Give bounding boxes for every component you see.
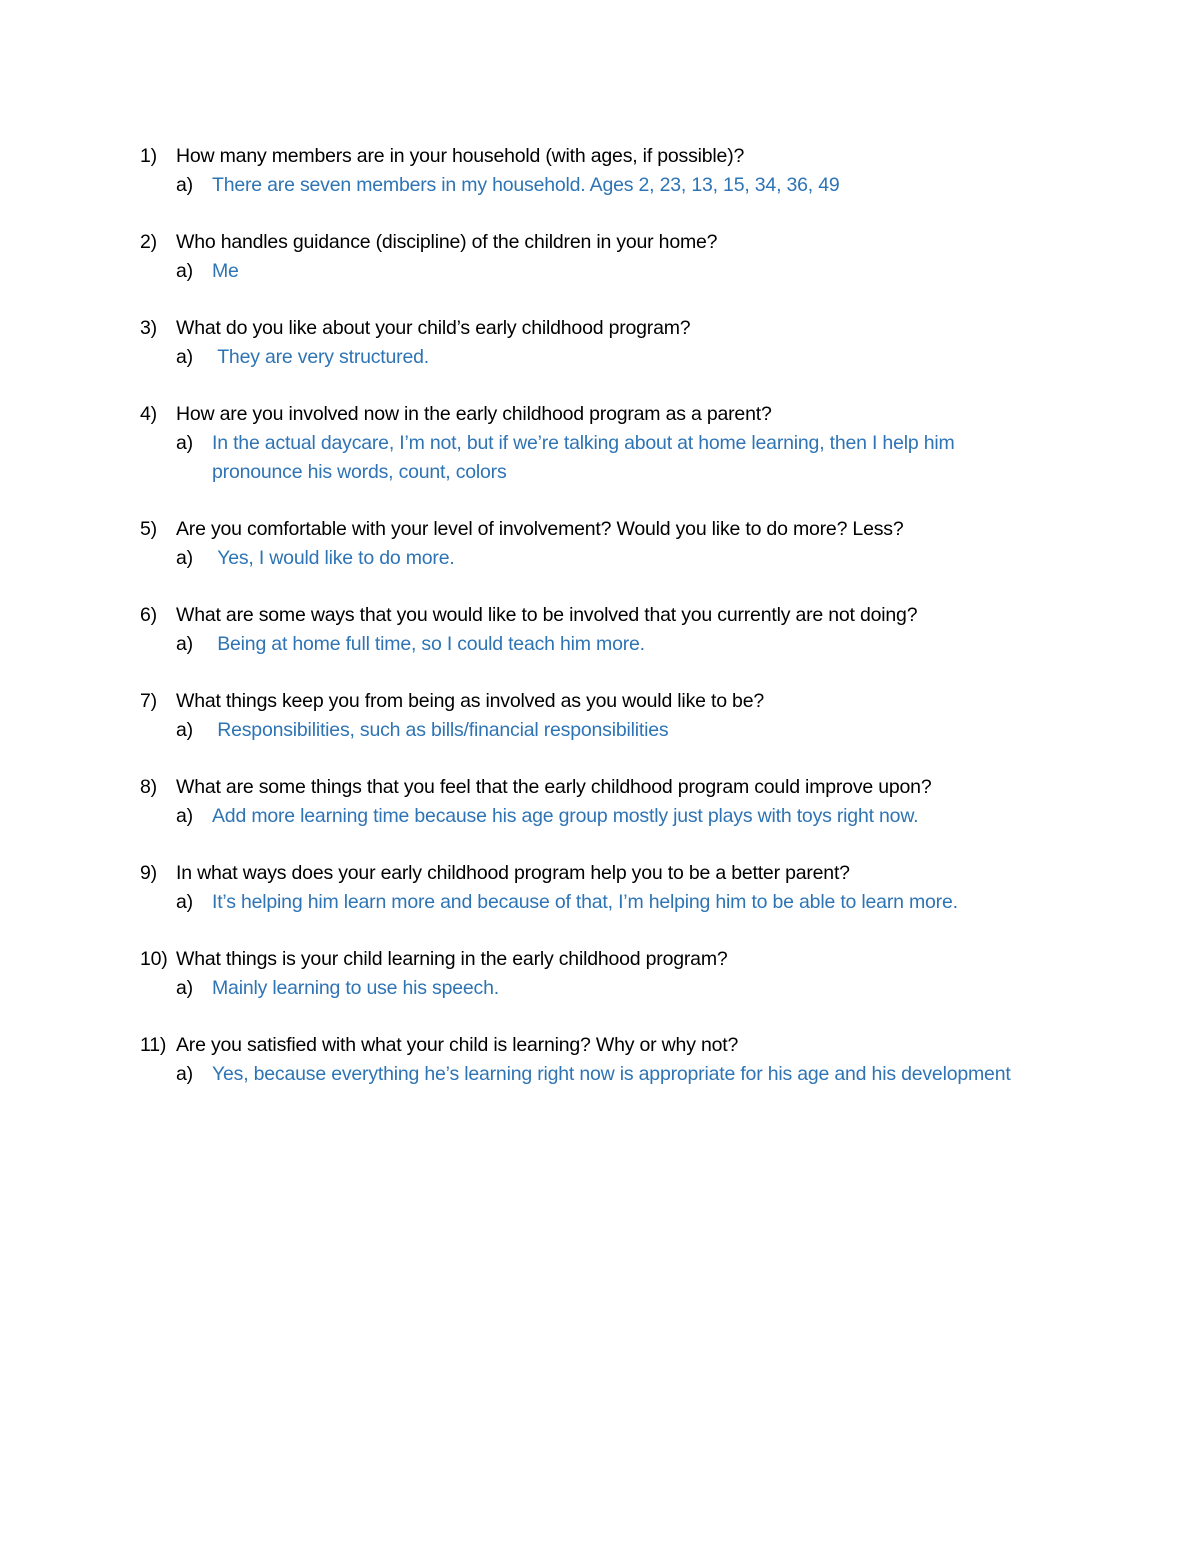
answer-label: a) (176, 547, 193, 569)
question-line (140, 228, 1060, 257)
answer-text: Add more learning time because his age group mostly just plays with toys right now. (212, 805, 919, 827)
question-item (140, 515, 1060, 573)
answer-label: a) (176, 346, 193, 368)
question-text: Who handles guidance (discipline) of the children in your home? (176, 231, 718, 253)
answer-text: Yes, I would like to do more. (212, 547, 455, 569)
question-line (140, 859, 1060, 888)
answer-line (176, 802, 1060, 831)
answer-line (176, 171, 1060, 200)
question-line (140, 687, 1060, 716)
question-text: What are some ways that you would like to be involved that you currently are not doing? (176, 604, 918, 626)
question-line (140, 601, 1060, 630)
question-item (140, 859, 1060, 917)
question-item (140, 687, 1060, 745)
answer-line (176, 544, 1060, 573)
question-number: 7) (140, 690, 157, 712)
answer-label: a) (176, 260, 193, 282)
answer-text: It’s helping him learn more and because of that, I’m helping him to be able to learn more. (212, 891, 958, 913)
question-text: What are some things that you feel that the early childhood program could improve upon? (176, 776, 932, 798)
answer-text: Me (212, 260, 239, 282)
answer-line (176, 716, 1060, 745)
question-text: In what ways does your early childhood program help you to be a better parent? (176, 862, 850, 884)
question-number: 10) (140, 948, 168, 970)
answer-text: Responsibilities, such as bills/financial responsibilities (212, 719, 669, 741)
answer-label: a) (176, 1063, 193, 1085)
answer-line (176, 888, 1060, 917)
question-item (140, 601, 1060, 659)
question-number: 2) (140, 231, 157, 253)
question-number: 4) (140, 403, 157, 425)
question-text: How many members are in your household (with ages, if possible)? (176, 145, 745, 167)
answer-text: There are seven members in my household. Ages 2, 23, 13, 15, 34, 36, 49 (212, 174, 840, 196)
answer-line (176, 630, 1060, 659)
answer-text: Mainly learning to use his speech. (212, 977, 499, 999)
question-item (140, 400, 1060, 487)
answer-label: a) (176, 633, 193, 655)
question-number: 11) (140, 1034, 167, 1056)
question-number: 9) (140, 862, 157, 884)
answer-label: a) (176, 805, 193, 827)
answer-line (176, 429, 1060, 487)
answer-label: a) (176, 719, 193, 741)
question-number: 5) (140, 518, 157, 540)
questionnaire-list (140, 142, 1060, 1117)
question-number: 8) (140, 776, 157, 798)
question-item (140, 142, 1060, 200)
answer-label: a) (176, 174, 193, 196)
question-text: Are you satisfied with what your child is learning? Why or why not? (176, 1034, 739, 1056)
question-line (140, 142, 1060, 171)
question-line (140, 314, 1060, 343)
answer-line (176, 974, 1060, 1003)
answer-label: a) (176, 977, 193, 999)
answer-line (176, 343, 1060, 372)
question-text: Are you comfortable with your level of involvement? Would you like to do more? Less? (176, 518, 904, 540)
question-line (140, 515, 1060, 544)
question-line (140, 945, 1060, 974)
answer-text: They are very structured. (212, 346, 429, 368)
answer-line (176, 1060, 1060, 1089)
question-text: What things keep you from being as involved as you would like to be? (176, 690, 764, 712)
answer-text: Being at home full time, so I could teach him more. (212, 633, 645, 655)
answer-label: a) (176, 891, 193, 913)
question-item (140, 773, 1060, 831)
question-item (140, 945, 1060, 1003)
answer-line (176, 257, 1060, 286)
answer-text: In the actual daycare, I’m not, but if we’re talking about at home learning, then I help him pronounce his words, count, colors (212, 432, 960, 483)
question-number: 1) (140, 145, 157, 167)
question-text: How are you involved now in the early childhood program as a parent? (176, 403, 772, 425)
question-number: 6) (140, 604, 157, 626)
question-item (140, 1031, 1060, 1089)
question-item (140, 314, 1060, 372)
answer-text: Yes, because everything he’s learning right now is appropriate for his age and his development (212, 1063, 1011, 1085)
answer-label: a) (176, 432, 193, 454)
question-item (140, 228, 1060, 286)
question-line (140, 773, 1060, 802)
question-line (140, 1031, 1060, 1060)
question-text: What do you like about your child’s early childhood program? (176, 317, 691, 339)
question-line (140, 400, 1060, 429)
question-number: 3) (140, 317, 157, 339)
question-text: What things is your child learning in the early childhood program? (176, 948, 728, 970)
